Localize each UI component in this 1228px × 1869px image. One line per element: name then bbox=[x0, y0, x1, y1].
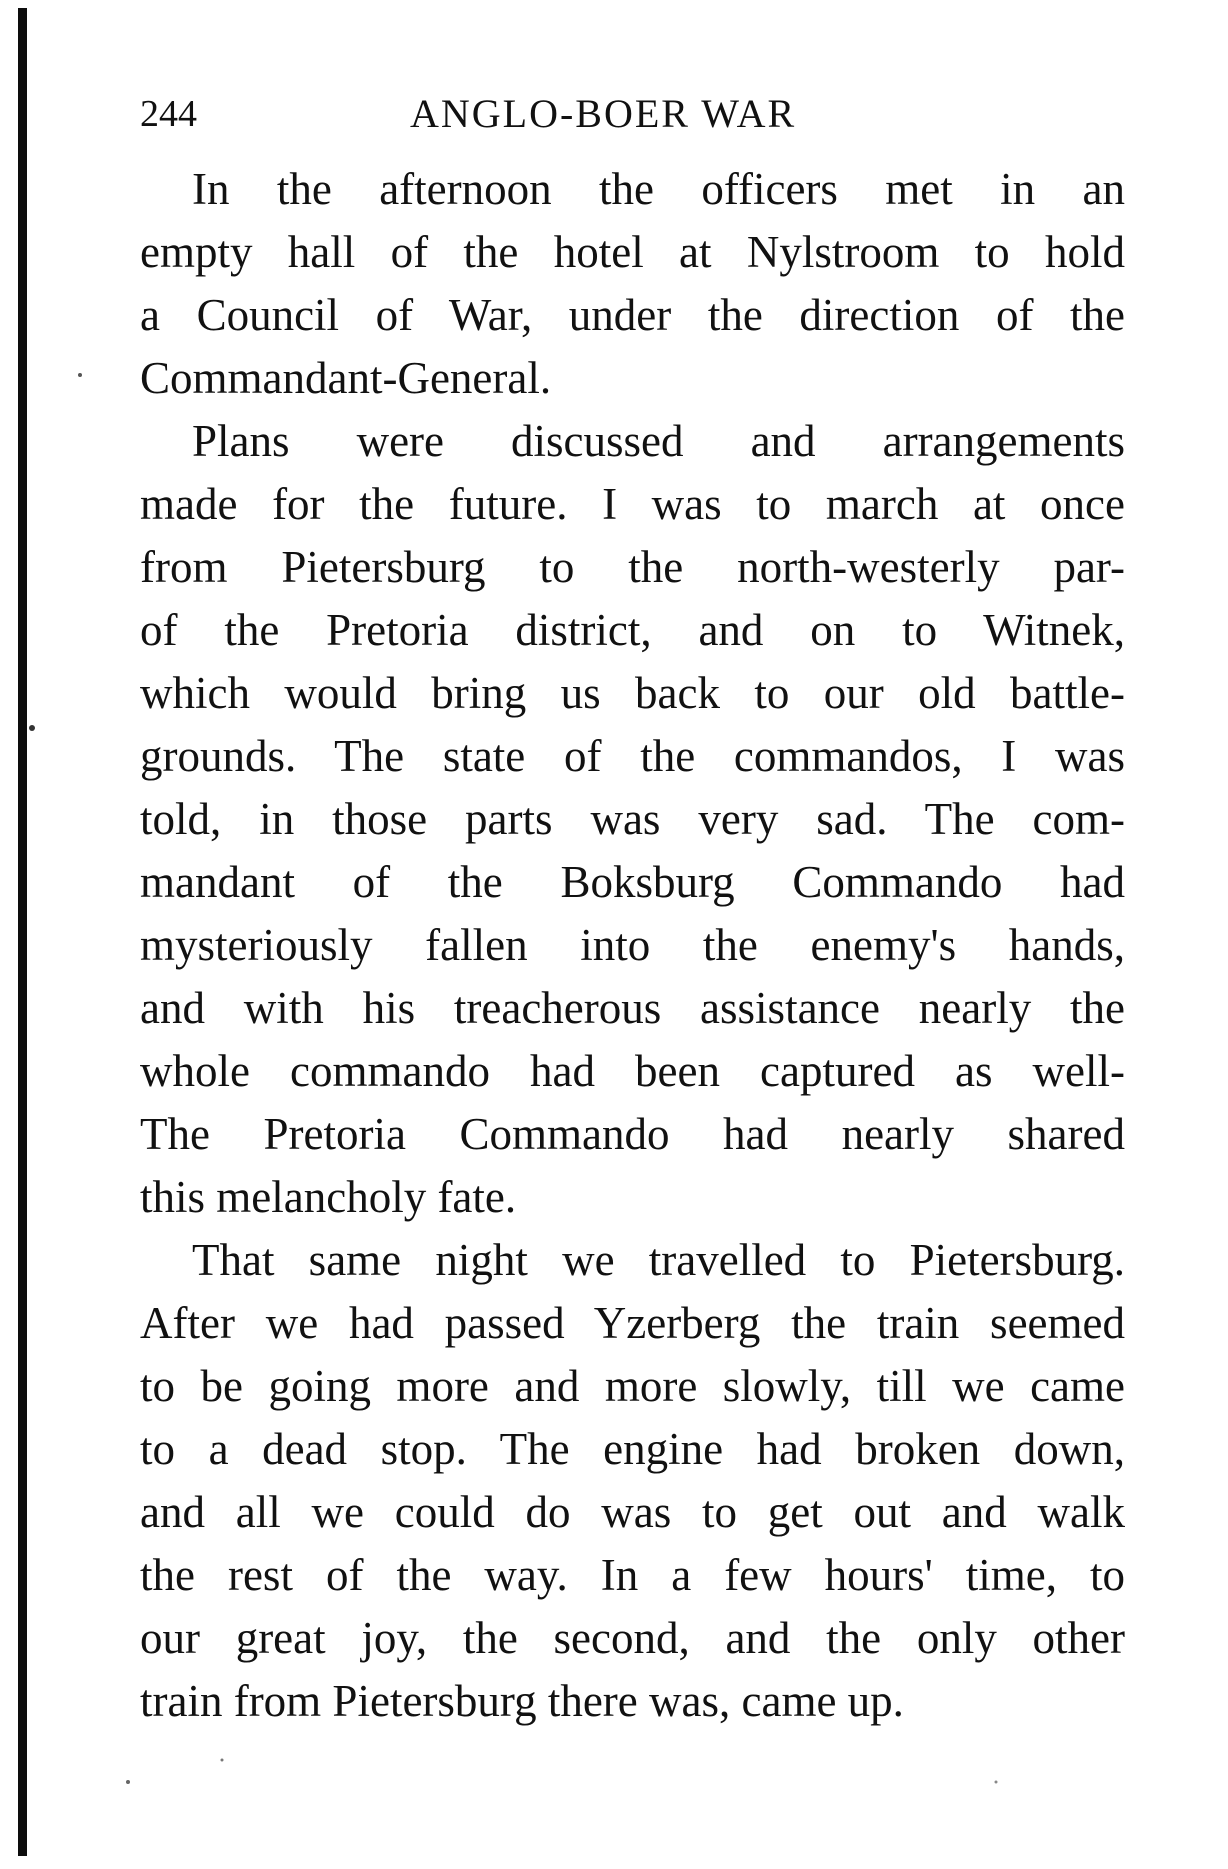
paragraph bbox=[140, 1229, 1125, 1733]
running-head: ANGLO-BOER WAR bbox=[410, 91, 797, 136]
text-line: Commandant-General. bbox=[140, 353, 552, 403]
text-line: That same night we travelled to Pietersburg. bbox=[192, 1235, 1125, 1285]
text-line: mandant of the Boksburg Commando had bbox=[140, 857, 1125, 907]
text-line: mysteriously fallen into the enemy's hands, bbox=[140, 920, 1125, 970]
text-line: from Pietersburg to the north-westerly par- bbox=[140, 542, 1125, 592]
text-line: to be going more and more slowly, till we came bbox=[140, 1361, 1125, 1411]
text-line: grounds. The state of the commandos, I was bbox=[140, 731, 1125, 781]
text-line: Plans were discussed and arrangements bbox=[192, 416, 1125, 466]
text-line: of the Pretoria district, and on to Witnek, bbox=[140, 605, 1125, 655]
text-line: told, in those parts was very sad. The com- bbox=[140, 794, 1125, 844]
page-header bbox=[140, 84, 1130, 144]
text-line: and with his treacherous assistance nearly the bbox=[140, 983, 1125, 1033]
text-line: In the afternoon the officers met in an bbox=[192, 164, 1125, 214]
text-line: train from Pietersburg there was, came up. bbox=[140, 1676, 904, 1726]
text-line: and all we could do was to get out and walk bbox=[140, 1487, 1125, 1537]
text-line: whole commando had been captured as well- bbox=[140, 1046, 1125, 1096]
page-number: 244 bbox=[140, 93, 197, 135]
text-body bbox=[140, 158, 1125, 1733]
text-line: our great joy, the second, and the only other bbox=[140, 1613, 1125, 1663]
text-line: which would bring us back to our old battle- bbox=[140, 668, 1125, 718]
text-line: this melancholy fate. bbox=[140, 1172, 517, 1222]
text-line: a Council of War, under the direction of the bbox=[140, 290, 1125, 340]
text-line: empty hall of the hotel at Nylstroom to hold bbox=[140, 227, 1125, 277]
page-binding-edge bbox=[18, 8, 27, 1856]
text-line: the rest of the way. In a few hours' time, to bbox=[140, 1550, 1125, 1600]
text-line: made for the future. I was to march at once bbox=[140, 479, 1125, 529]
paragraph bbox=[140, 410, 1125, 1229]
text-line: to a dead stop. The engine had broken down, bbox=[140, 1424, 1125, 1474]
paragraph bbox=[140, 158, 1125, 410]
text-line: The Pretoria Commando had nearly shared bbox=[140, 1109, 1125, 1159]
text-line: After we had passed Yzerberg the train seemed bbox=[140, 1298, 1125, 1348]
